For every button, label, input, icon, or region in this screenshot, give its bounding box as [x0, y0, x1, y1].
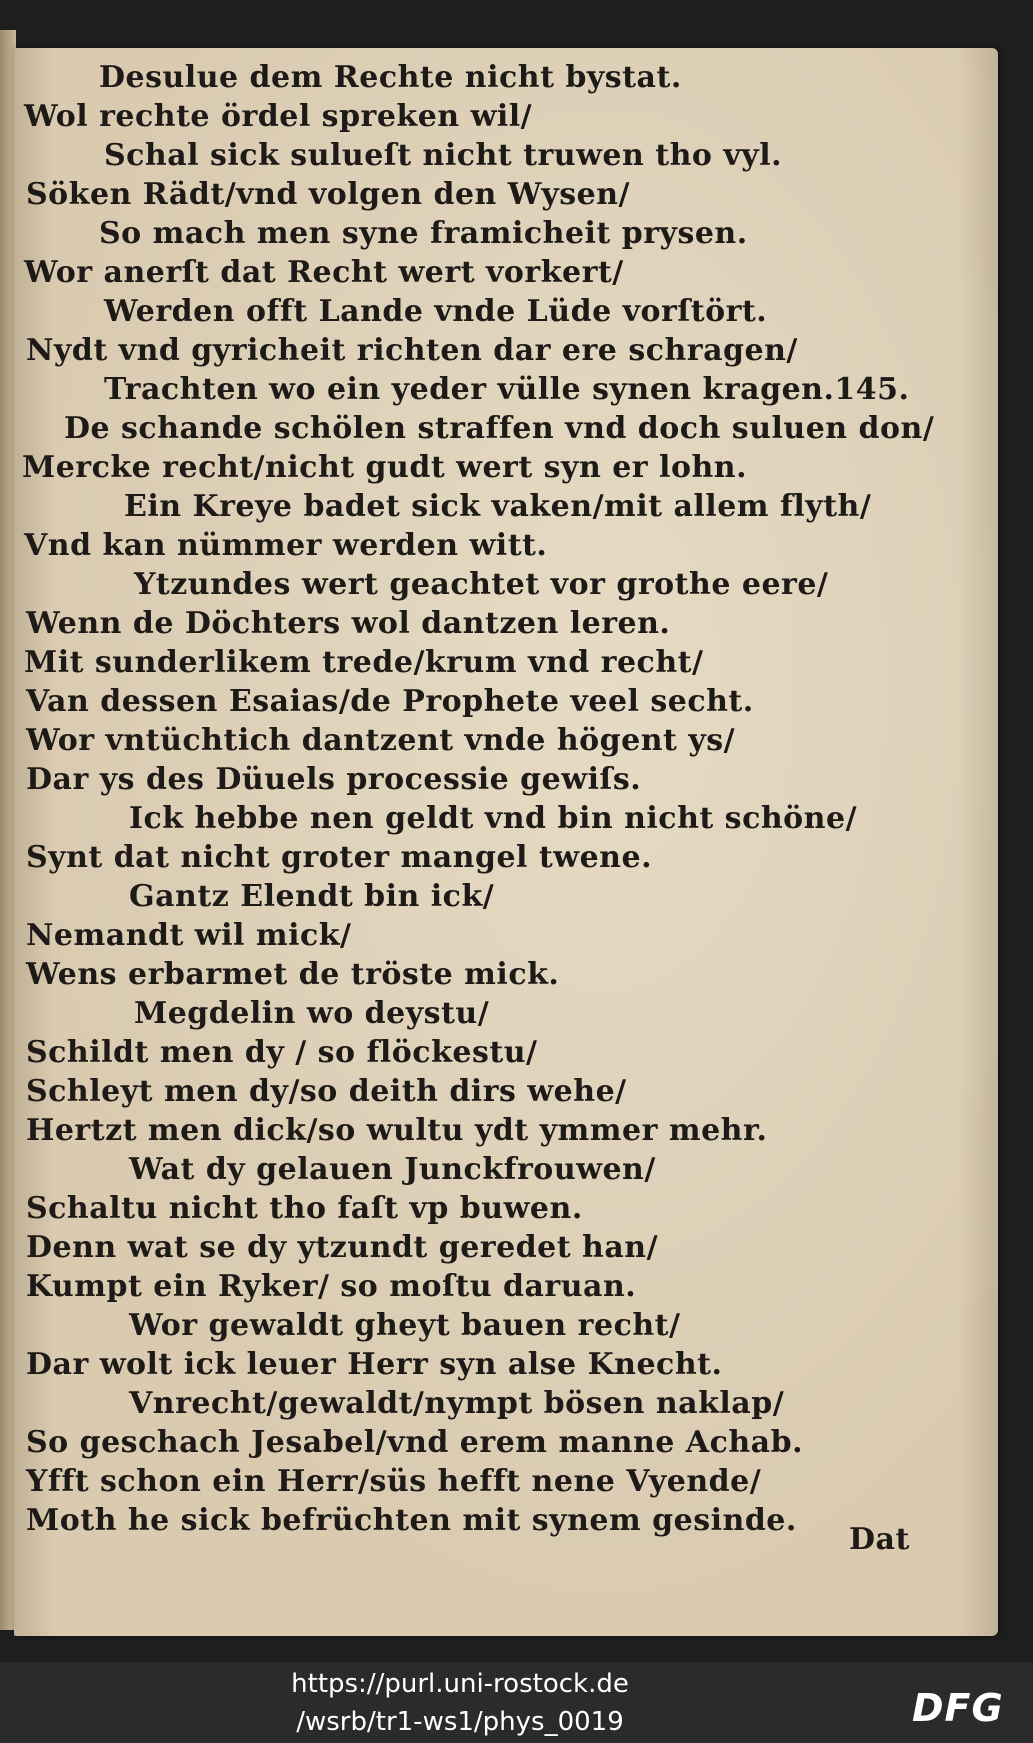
text-line: Wor anerſt dat Recht wert vorkert/: [24, 255, 624, 290]
text-line: Yfft schon ein Herr/süs hefft nene Vyende/: [26, 1464, 762, 1499]
text-line: So mach men syne framicheit prysen.: [99, 216, 748, 251]
text-line: Van dessen Esaias/de Prophete veel secht.: [26, 684, 754, 719]
text-line: Mit sunderlikem trede/krum vnd recht/: [24, 645, 704, 680]
text-line: Ytzundes wert geachtet vor grothe eere/: [134, 567, 829, 602]
text-line: Mercke recht/nicht gudt wert syn er lohn.: [22, 450, 748, 485]
text-line: Schildt men dy / so flöckestu/: [26, 1035, 538, 1070]
text-line: Wor vntüchtich dantzent vnde högent ys/: [26, 723, 736, 758]
text-line: Vnd kan nümmer werden witt.: [24, 528, 548, 563]
text-line: Wens erbarmet de tröste mick.: [26, 957, 560, 992]
text-line: Werden offt Lande vnde Lüde vorſtört.: [104, 294, 768, 329]
text-block: [14, 48, 998, 1636]
url-line-2[interactable]: /wsrb/tr1-ws1/phys_0019: [296, 1707, 624, 1737]
catchword: Dat: [849, 1522, 910, 1557]
text-line: Schaltu nicht tho faſt vp buwen.: [26, 1191, 583, 1226]
text-line: Moth he sick befrüchten mit synem gesinde.: [26, 1503, 797, 1538]
text-line: Gantz Elendt bin ick/: [129, 879, 495, 914]
text-line: Denn wat se dy ytzundt geredet han/: [26, 1230, 659, 1265]
text-line: Desulue dem Rechte nicht bystat.: [99, 60, 682, 95]
text-line: Ein Kreye badet sick vaken/mit allem flyth/: [124, 489, 872, 524]
text-line: So geschach Jesabel/vnd erem manne Achab.: [26, 1425, 804, 1460]
url-line-1[interactable]: https://purl.uni-rostock.de: [291, 1669, 629, 1699]
text-line: Wenn de Döchters wol dantzen leren.: [26, 606, 671, 641]
text-line: Synt dat nicht groter mangel twene.: [26, 840, 653, 875]
text-line: Vnrecht/gewaldt/nympt bösen naklap/: [129, 1386, 785, 1421]
text-line: Wol rechte ördel spreken wil/: [24, 99, 533, 134]
text-line: Wat dy gelauen Junckfrouwen/: [129, 1152, 656, 1187]
text-line: Dar ys des Düuels processie gewiſs.: [26, 762, 642, 797]
text-line: Trachten wo ein yeder vülle synen kragen.145.: [104, 372, 910, 407]
text-line: Nydt vnd gyricheit richten dar ere schragen/: [26, 333, 798, 368]
text-line: Schal sick sulueſt nicht truwen tho vyl.: [104, 138, 783, 173]
text-line: De schande schölen straffen vnd doch suluen don/: [64, 411, 935, 446]
text-line: Schleyt men dy/so deith dirs wehe/: [26, 1074, 627, 1109]
dfg-logo: DFG: [912, 1686, 1004, 1730]
text-line: Wor gewaldt gheyt bauen recht/: [129, 1308, 681, 1343]
text-line: Nemandt wil mick/: [26, 918, 352, 953]
text-line: Ick hebbe nen geldt vnd bin nicht schöne/: [129, 801, 858, 836]
text-line: Hertzt men dick/so wultu ydt ymmer mehr.: [26, 1113, 768, 1148]
text-line: Söken Rädt/vnd volgen den Wysen/: [26, 177, 631, 212]
text-line: Megdelin wo deystu/: [134, 996, 490, 1031]
text-line: Dar wolt ick leuer Herr syn alse Knecht.: [26, 1347, 723, 1382]
book-page: [14, 48, 998, 1636]
text-line: Kumpt ein Ryker/ so moſtu daruan.: [26, 1269, 637, 1304]
